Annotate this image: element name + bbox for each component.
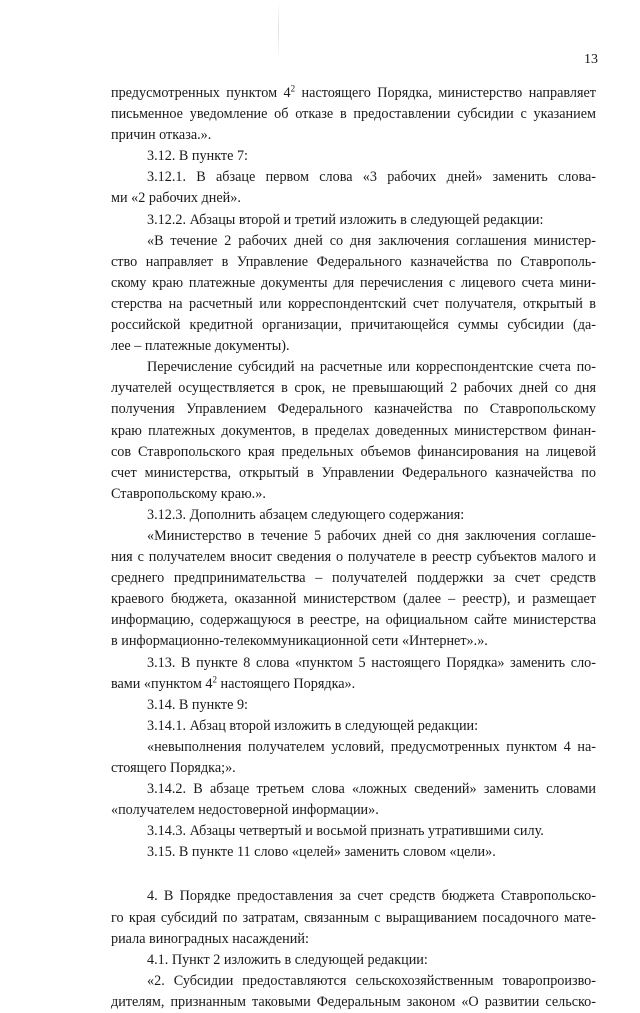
text-line <box>111 210 596 231</box>
text-line <box>111 779 596 800</box>
text-line <box>111 336 596 357</box>
text-line <box>111 357 596 378</box>
text-line <box>111 821 596 842</box>
text-segment: 4. В Порядке предоставления за счет средств бюджета Ставропольско- <box>147 888 596 905</box>
text-line <box>111 568 596 589</box>
text-line <box>111 378 596 399</box>
text-segment: краю платежных документов, в пределах доведенных министерством финан- <box>111 422 596 439</box>
text-segment: получения Управлением Федерального казначейства по Ставропольскому <box>111 401 596 418</box>
text-segment: го края субсидий по затратам, связанным с выращиванием посадочного мате- <box>111 909 596 926</box>
text-line <box>111 315 596 336</box>
text-segment: ми «2 рабочих дней». <box>111 190 241 207</box>
text-line <box>111 442 596 463</box>
text-segment: «2. Субсидии предоставляются сельскохозяйственным товаропроизво- <box>147 972 596 989</box>
text-segment: 3.14.2. В абзаце третьем слова «ложных сведений» заменить словами <box>147 781 596 798</box>
text-line <box>111 294 596 315</box>
text-segment: 3.12.3. Дополнить абзацем следующего содержания: <box>147 506 465 523</box>
page-number: 13 <box>584 52 598 67</box>
text-segment: 3.12.1. В абзаце первом слова «3 рабочих дней» заменить слова- <box>147 169 596 186</box>
text-segment: «Министерство в течение 5 рабочих дней со дня заключения соглаше- <box>147 527 596 544</box>
text-segment: дителям, признанным таковыми Федеральным законом «О развитии сельско- <box>111 993 596 1010</box>
text-line <box>111 610 596 631</box>
text-line <box>111 929 596 950</box>
text-segment: 3.14.1. Абзац второй изложить в следующей редакции: <box>147 717 479 734</box>
text-segment: причин отказа.». <box>111 127 212 144</box>
text-segment: «В течение 2 рабочих дней со дня заключения соглашения министер- <box>147 232 596 249</box>
text-line <box>111 908 596 929</box>
text-segment: 3.13. В пункте 8 слова «пунктом 5 настоящего Порядка» заменить сло- <box>147 654 596 671</box>
text-line <box>111 231 596 252</box>
text-line <box>111 992 596 1013</box>
text-line <box>111 800 596 821</box>
text-line <box>111 83 596 104</box>
text-line <box>111 505 596 526</box>
text-segment: предусмотренных пунктом 4 <box>111 85 291 101</box>
text-segment: 4.1. Пункт 2 изложить в следующей редакции: <box>147 951 428 968</box>
superscript: 2 <box>290 83 296 94</box>
text-line <box>111 737 596 758</box>
text-segment: 3.14. В пункте 9: <box>147 696 248 713</box>
document-body <box>111 83 596 1013</box>
scan-artifact <box>278 0 279 60</box>
text-segment: вами «пунктом 4 <box>111 675 213 692</box>
text-segment: счет министерства, открытый в Управлении Федерального казначейства по <box>111 464 596 481</box>
text-line <box>111 653 596 674</box>
text-line <box>111 104 596 125</box>
text-line <box>111 273 596 294</box>
text-segment: информацию, содержащуюся в реестре, на официальном сайте министерства <box>111 612 596 629</box>
text-segment: 3.14.3. Абзацы четвертый и восьмой признать утратившими силу. <box>147 823 544 840</box>
text-line <box>111 252 596 273</box>
text-line <box>111 547 596 568</box>
text-segment: стерства на расчетный или корреспондентский счет получателя, открытый в <box>111 295 596 312</box>
text-segment: ство направляет в Управление Федерального казначейства по Ставрополь- <box>111 253 596 270</box>
text-line <box>111 950 596 971</box>
text-line <box>111 188 596 209</box>
text-line <box>111 886 596 907</box>
text-line <box>111 484 596 505</box>
superscript: 2 <box>212 673 217 684</box>
text-line <box>111 842 596 863</box>
text-line <box>111 146 596 167</box>
text-segment: 3.15. В пункте 11 слово «целей» заменить словом «цели». <box>147 844 496 861</box>
text-line <box>111 631 596 652</box>
text-line <box>111 463 596 484</box>
text-line <box>111 674 596 695</box>
text-segment: «невыполнения получателем условий, предусмотренных пунктом 4 на- <box>147 738 596 755</box>
text-segment: среднего предпринимательства – получателей поддержки за счет средств <box>111 570 596 587</box>
paragraph-gap <box>111 863 596 886</box>
text-line <box>111 589 596 610</box>
text-line <box>111 399 596 420</box>
text-segment: настоящего Порядка». <box>216 675 356 692</box>
text-segment: стоящего Порядка;». <box>111 760 236 776</box>
text-line <box>111 971 596 992</box>
text-segment: риала виноградных насаждений: <box>111 930 309 947</box>
text-segment: Перечисление субсидий на расчетные или корреспондентские счета по- <box>147 359 596 376</box>
text-segment: настоящего Порядка, министерство направляет <box>295 85 596 101</box>
text-segment: Ставропольскому краю.». <box>111 485 266 502</box>
text-segment: письменное уведомление об отказе в предоставлении субсидии с указанием <box>111 106 596 123</box>
text-segment: сов Ставропольского края предельных объемов финансирования на лицевой <box>111 443 596 460</box>
text-segment: российской кредитной организации, причитающейся суммы субсидии (да- <box>111 317 596 334</box>
text-segment: краевого бюджета, оказанной министерством (далее – реестр), и размещает <box>111 591 596 608</box>
text-line <box>111 167 596 188</box>
text-segment: «получателем недостоверной информации». <box>111 802 379 819</box>
text-segment: в информационно-телекоммуникационной сети «Интернет».». <box>111 633 488 650</box>
text-line <box>111 695 596 716</box>
text-line <box>111 421 596 442</box>
text-line <box>111 758 596 779</box>
text-segment: лее – платежные документы). <box>111 338 290 355</box>
text-segment: ния с получателем вносит сведения о получателе в реестр субъектов малого и <box>111 549 596 566</box>
text-line <box>111 526 596 547</box>
text-segment: лучателей осуществляется в срок, не превышающий 2 рабочих дней со дня <box>111 380 596 397</box>
text-segment: 3.12.2. Абзацы второй и третий изложить в следующей редакции: <box>147 211 544 228</box>
text-line <box>111 125 596 146</box>
text-segment: скому краю платежные документы для перечисления с лицевого счета мини- <box>111 274 596 291</box>
text-segment: 3.12. В пункте 7: <box>147 148 248 165</box>
text-line <box>111 716 596 737</box>
